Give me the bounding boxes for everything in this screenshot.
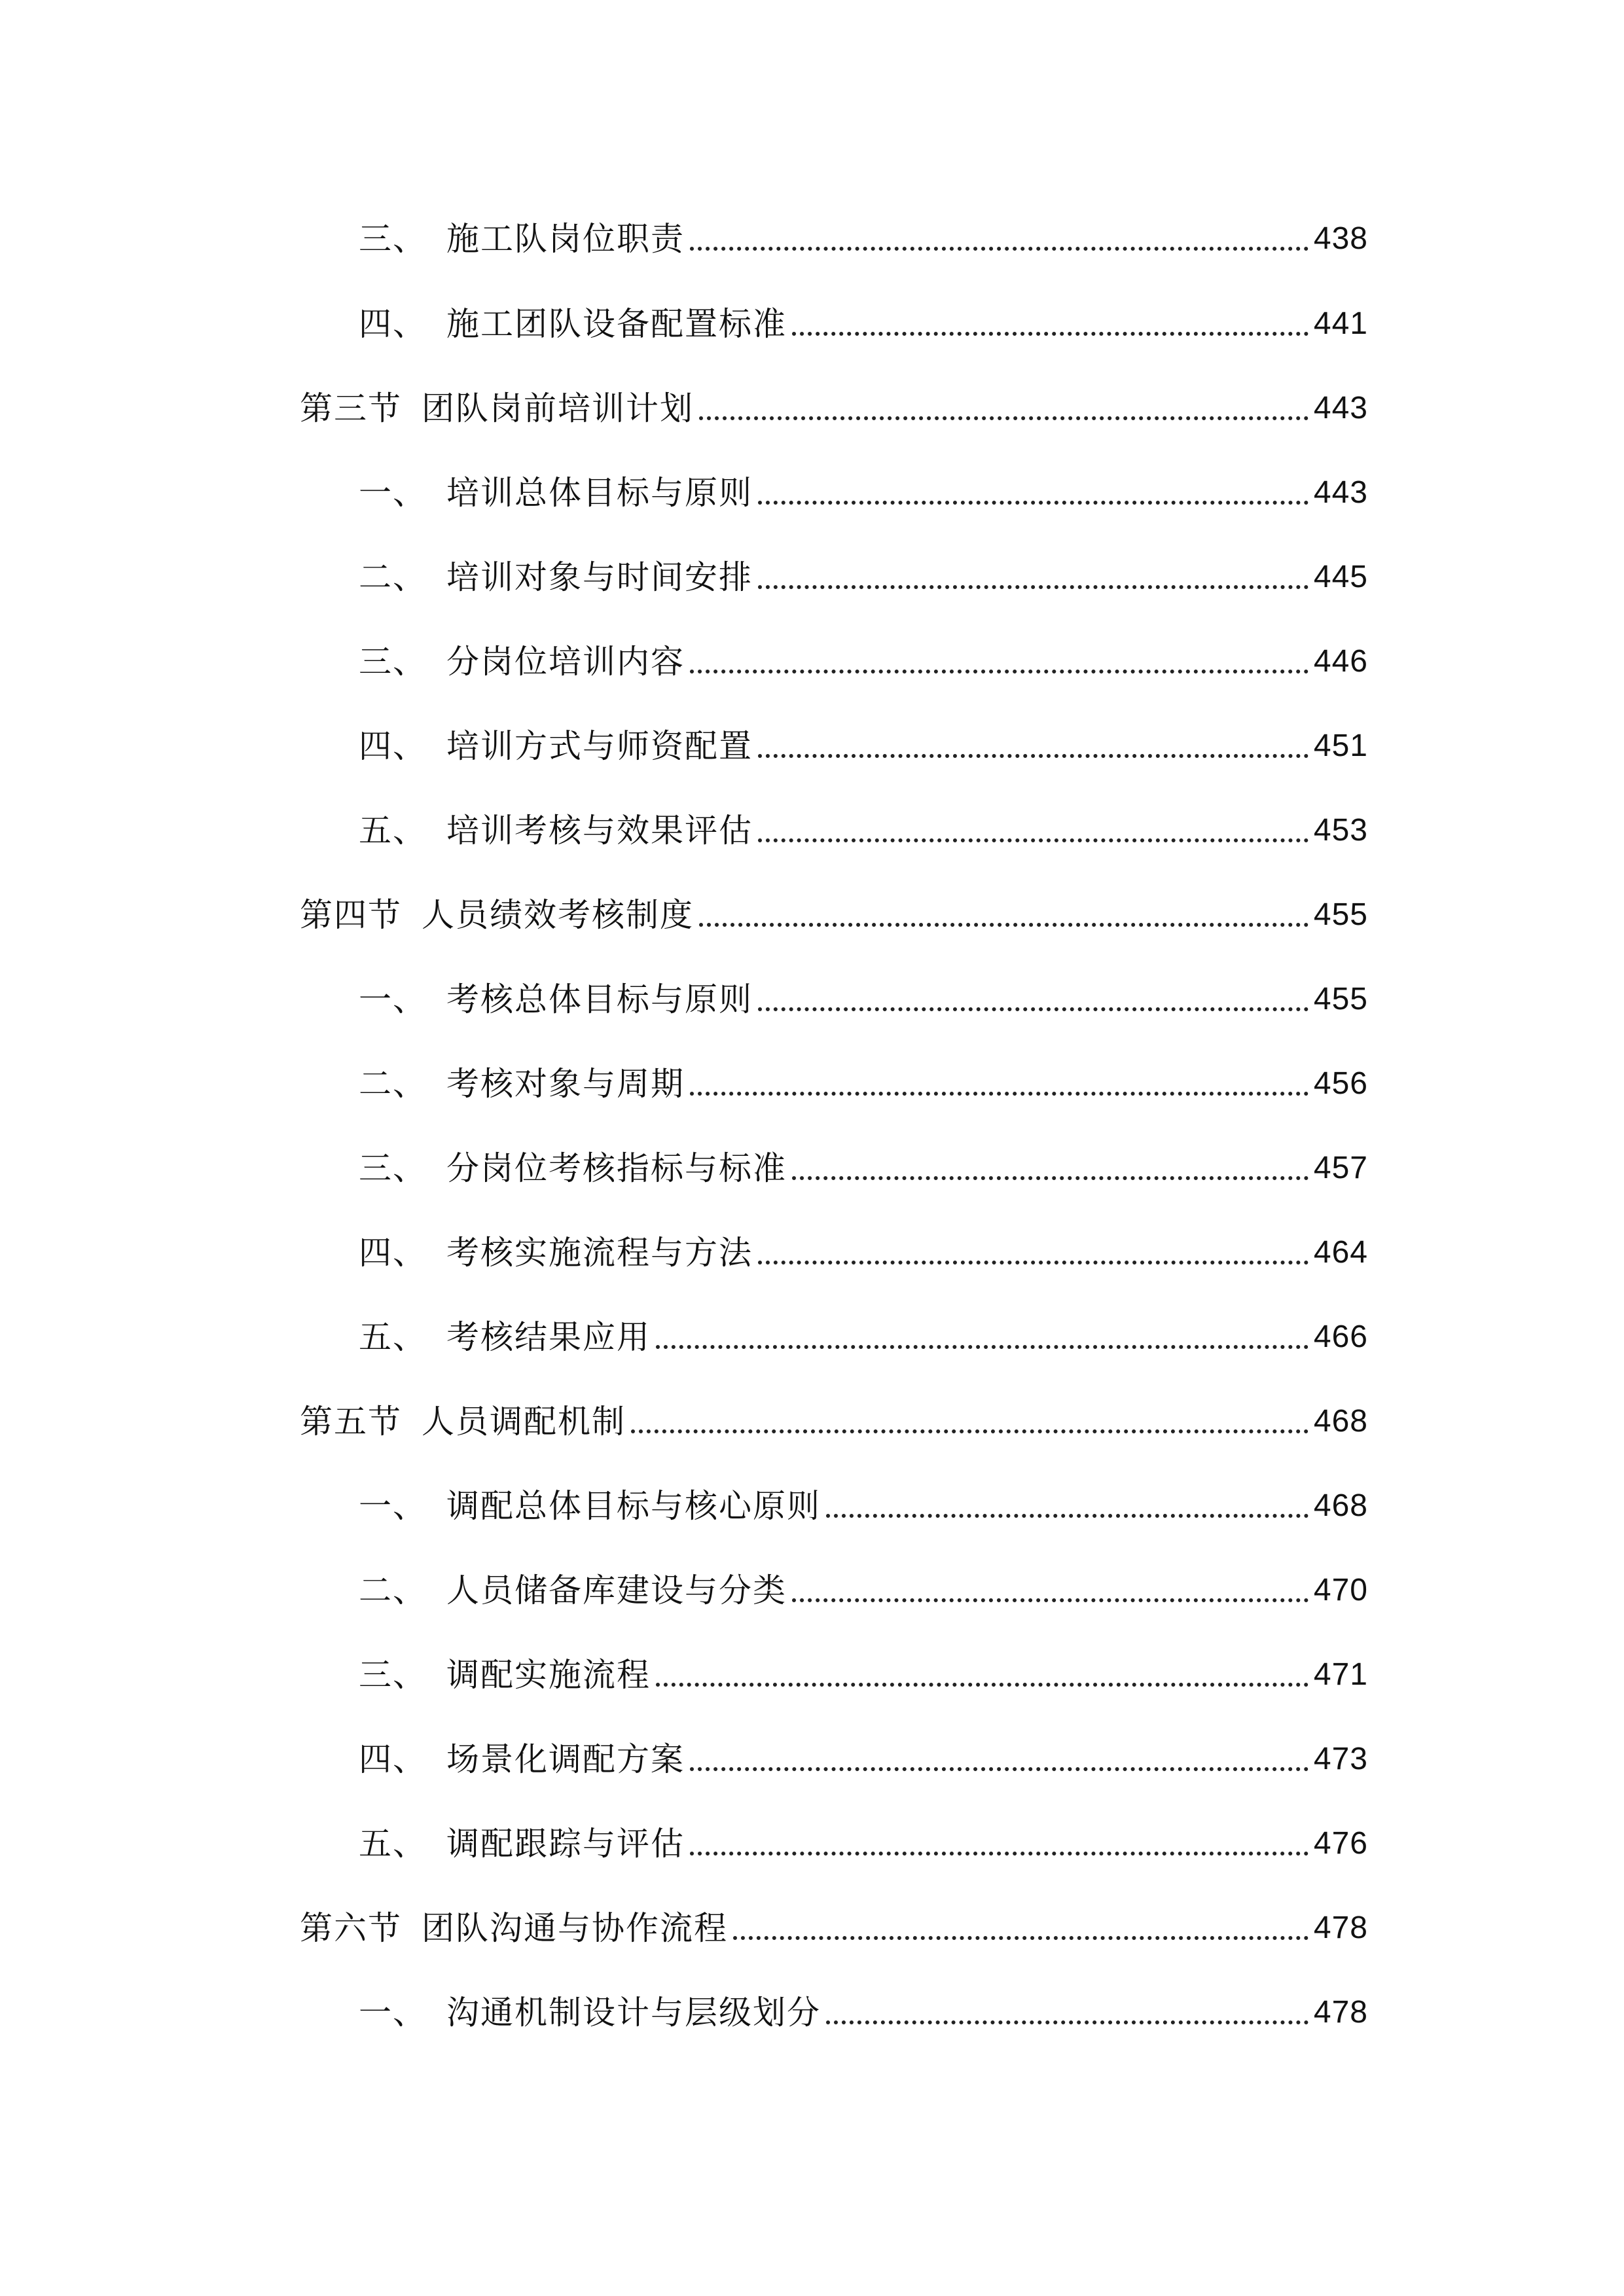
toc-entry-number: 一、 (359, 474, 427, 512)
dot-leader (758, 585, 1308, 589)
toc-entry-page: 466 (1313, 1319, 1368, 1354)
toc-entry-page: 468 (1313, 1404, 1368, 1439)
toc-entry[interactable] (359, 1142, 1368, 1194)
dot-leader (733, 1936, 1308, 1940)
toc-entry-text: 培训对象与时间安排 (446, 558, 753, 596)
toc-entry-title (359, 1733, 685, 1785)
toc-entry-title (359, 636, 685, 688)
toc-entry-title (300, 382, 694, 435)
toc-entry[interactable] (300, 1902, 1368, 1954)
toc-entry-title (359, 1986, 821, 2039)
toc-entry-title (359, 213, 685, 265)
dot-leader (792, 332, 1308, 336)
toc-entry-page: 464 (1313, 1235, 1368, 1270)
toc-entry-page: 476 (1313, 1826, 1368, 1861)
toc-entry-title (359, 1480, 821, 1532)
toc-entry-page: 445 (1313, 560, 1368, 594)
toc-entry-page: 451 (1313, 728, 1368, 763)
dot-leader (758, 754, 1308, 758)
dot-leader (690, 1092, 1308, 1096)
toc-entry-page: 443 (1313, 391, 1368, 425)
toc-entry-text: 调配总体目标与核心原则 (446, 1487, 821, 1525)
toc-entry-text: 场景化调配方案 (446, 1740, 685, 1778)
toc-entry-text: 培训方式与师资配置 (446, 727, 753, 765)
toc-entry-text: 团队岗前培训计划 (422, 389, 694, 427)
dot-leader (758, 1261, 1308, 1265)
toc-entry-text: 人员绩效考核制度 (422, 896, 694, 934)
toc-entry[interactable] (359, 804, 1368, 857)
toc-entry-page: 478 (1313, 1910, 1368, 1945)
toc-entry-number: 一、 (359, 980, 427, 1018)
toc-entry-page: 473 (1313, 1742, 1368, 1776)
toc-entry-title (300, 889, 694, 941)
toc-entry[interactable] (359, 1227, 1368, 1279)
dot-leader (792, 1176, 1308, 1180)
toc-entry-title (359, 804, 753, 857)
toc-entry-title (300, 1902, 728, 1954)
toc-entry-text: 考核结果应用 (446, 1318, 651, 1356)
toc-entry[interactable] (359, 973, 1368, 1026)
toc-entry-text: 考核实施流程与方法 (446, 1234, 753, 1272)
toc-entry-text: 人员储备库建设与分类 (446, 1571, 787, 1609)
toc-entry-number: 一、 (359, 1994, 427, 2032)
toc-entry[interactable] (359, 467, 1368, 519)
toc-entry[interactable] (300, 889, 1368, 941)
toc-entry[interactable] (359, 636, 1368, 688)
toc-entry-number: 五、 (359, 1318, 427, 1356)
toc-entry-text: 团队沟通与协作流程 (422, 1909, 728, 1947)
toc-entry-number: 一、 (359, 1487, 427, 1525)
toc-entry[interactable] (359, 1311, 1368, 1363)
toc-entry-number: 五、 (359, 812, 427, 850)
toc-entry-title (359, 298, 787, 350)
toc-entry[interactable] (300, 382, 1368, 435)
dot-leader (826, 2020, 1308, 2024)
toc-entry-text: 施工队岗位职责 (446, 220, 685, 258)
toc-entry-number: 二、 (359, 558, 427, 596)
toc-entry[interactable] (359, 213, 1368, 265)
toc-entry-text: 培训考核与效果评估 (446, 812, 753, 850)
toc-entry-text: 人员调配机制 (422, 1403, 626, 1441)
toc-entry[interactable] (359, 720, 1368, 772)
toc-entry-number: 三、 (359, 1149, 427, 1187)
dot-leader (631, 1429, 1308, 1433)
toc-entry[interactable] (359, 1480, 1368, 1532)
dot-leader (656, 1683, 1308, 1687)
toc-entry[interactable] (359, 1564, 1368, 1617)
dot-leader (699, 416, 1308, 420)
toc-entry-number: 四、 (359, 305, 427, 343)
dot-leader (758, 838, 1308, 842)
dot-leader (690, 670, 1308, 673)
toc-entry-title (359, 720, 753, 772)
toc-entry-text: 沟通机制设计与层级划分 (446, 1994, 821, 2032)
toc-entry-text: 分岗位培训内容 (446, 643, 685, 681)
toc-entry-page: 455 (1313, 897, 1368, 932)
toc-entry-number: 三、 (359, 1656, 427, 1694)
toc-entry[interactable] (359, 1986, 1368, 2039)
toc-entry-page: 453 (1313, 813, 1368, 848)
toc-entry-number: 第六节 (300, 1909, 402, 1947)
toc-entry-number: 四、 (359, 1740, 427, 1778)
dot-leader (690, 1852, 1308, 1856)
toc-entry-title (359, 1818, 685, 1870)
toc-entry-number: 三、 (359, 643, 427, 681)
toc-entry-text: 调配跟踪与评估 (446, 1825, 685, 1863)
toc-entry-page: 455 (1313, 982, 1368, 1016)
toc-entry-page: 443 (1313, 475, 1368, 510)
toc-entry-number: 二、 (359, 1065, 427, 1103)
toc-entry[interactable] (359, 1649, 1368, 1701)
toc-entry-page: 456 (1313, 1066, 1368, 1101)
toc-entry-text: 施工团队设备配置标准 (446, 305, 787, 343)
toc-entry-title (359, 1311, 651, 1363)
toc-entry-page: 438 (1313, 221, 1368, 256)
toc-entry-title (359, 1142, 787, 1194)
dot-leader (699, 923, 1308, 927)
toc-entry-text: 培训总体目标与原则 (446, 474, 753, 512)
toc-entry[interactable] (359, 1733, 1368, 1785)
toc-entry[interactable] (300, 1395, 1368, 1448)
toc-entry-title (300, 1395, 626, 1448)
toc-entry-title (359, 1564, 787, 1617)
toc-entry-number: 第四节 (300, 896, 402, 934)
toc-entry-page: 470 (1313, 1573, 1368, 1607)
toc-entry-page: 441 (1313, 306, 1368, 341)
dot-leader (758, 501, 1308, 505)
toc-entry-page: 457 (1313, 1151, 1368, 1185)
toc-entry-number: 四、 (359, 1234, 427, 1272)
toc-entry-text: 分岗位考核指标与标准 (446, 1149, 787, 1187)
toc-entry-title (359, 551, 753, 603)
dot-leader (656, 1345, 1308, 1349)
toc-entry-page: 478 (1313, 1995, 1368, 2030)
toc-entry-page: 446 (1313, 644, 1368, 679)
toc-entry-title (359, 1058, 685, 1110)
toc-entry-number: 四、 (359, 727, 427, 765)
toc-entry-number: 第三节 (300, 389, 402, 427)
toc-entry[interactable] (359, 1058, 1368, 1110)
toc-entry-text: 考核对象与周期 (446, 1065, 685, 1103)
toc-entry[interactable] (359, 298, 1368, 350)
dot-leader (690, 247, 1308, 251)
toc-entry-number: 五、 (359, 1825, 427, 1863)
toc-entry-title (359, 467, 753, 519)
toc-entry[interactable] (359, 1818, 1368, 1870)
dot-leader (758, 1007, 1308, 1011)
toc-entry-title (359, 1227, 753, 1279)
dot-leader (826, 1514, 1308, 1518)
toc-entry[interactable] (359, 551, 1368, 603)
dot-leader (792, 1598, 1308, 1602)
toc-entry-title (359, 973, 753, 1026)
toc-entry-page: 468 (1313, 1488, 1368, 1523)
toc-entry-text: 调配实施流程 (446, 1656, 651, 1694)
dot-leader (690, 1767, 1308, 1771)
toc-entry-number: 第五节 (300, 1403, 402, 1441)
toc-entry-text: 考核总体目标与原则 (446, 980, 753, 1018)
toc-entry-title (359, 1649, 651, 1701)
toc-entry-number: 三、 (359, 220, 427, 258)
toc-entry-number: 二、 (359, 1571, 427, 1609)
toc-entry-page: 471 (1313, 1657, 1368, 1692)
